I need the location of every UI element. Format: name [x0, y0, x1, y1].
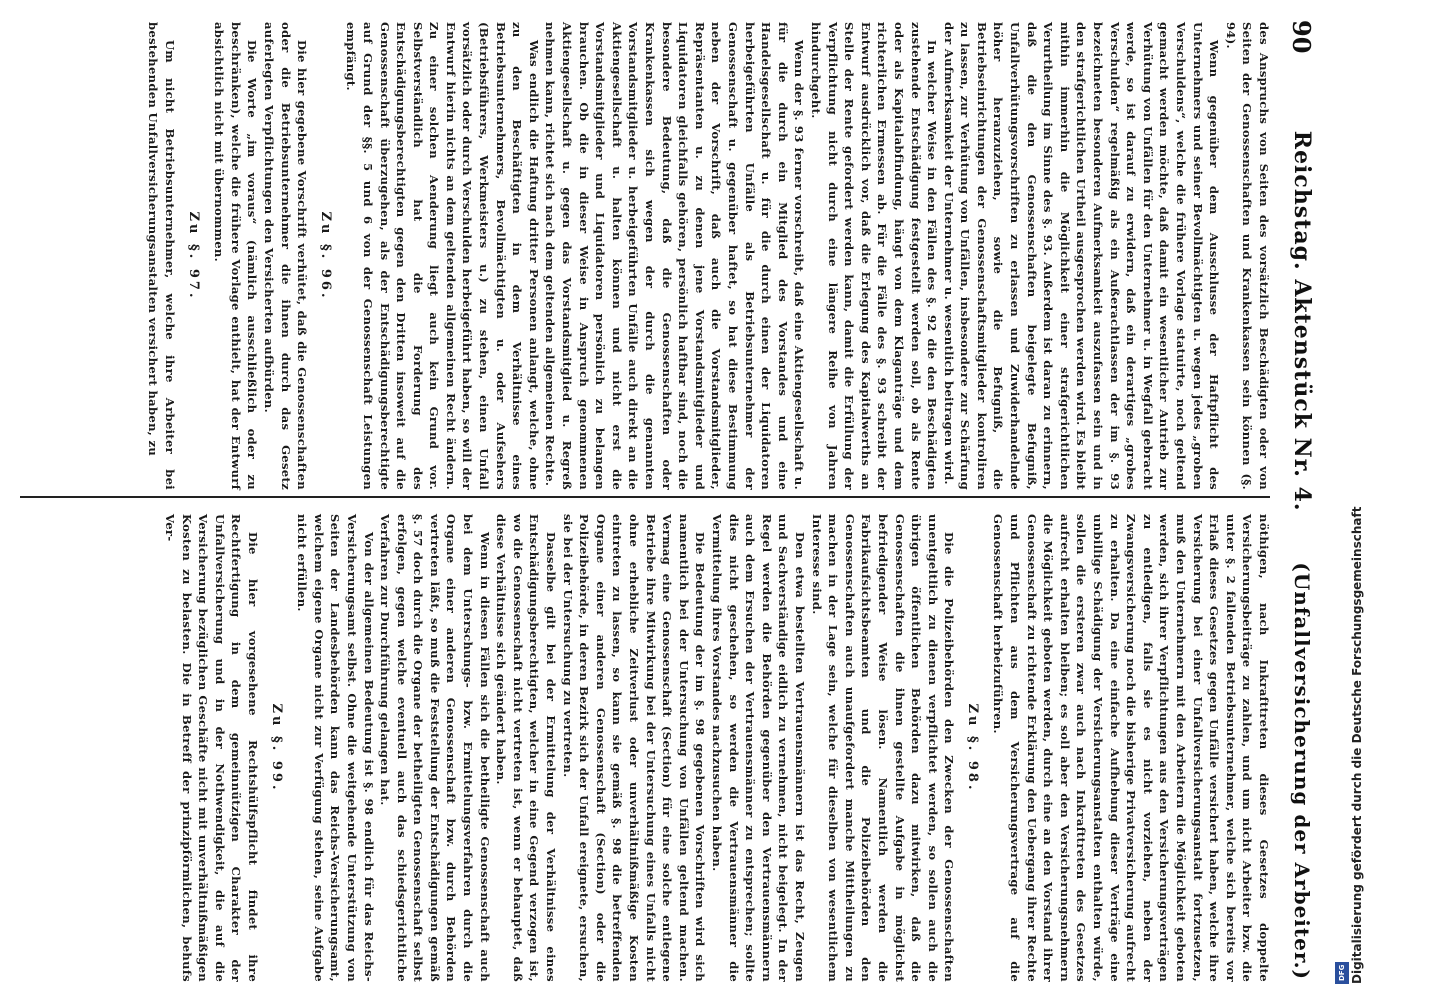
paragraph: nöthigen, nach Inkrafttreten dieses Gesetzes doppelte Versicherungsbeiträge zu zahlen, und um nicht Arbeiter bzw. die unter §. 2 fallenden Betriebsunternehmer, welche sich bereits vor Erlaß dieses Gesetzes gegen Unfälle versichert haben, welche ihre Versicherung bei einer Unfallversicherungsanstalt fortzusetzen, muß den Unternehmern mit den Arbeitern die Möglichkeit geboten werden, sich ihrer Verpflichtungen aus den Versicherungsverträgen zu entledigen, falls sie es nicht vorziehen, neben der Zwangsversicherung noch die bisherige Privatversicherung aufrecht zu erhalten. Da eine einfache Aufhebung dieser Verträge eine unbillige Schädigung der Versicherungsanstalten enthalten würde, sollen die ersteren zwar auch nach Inkrafttreten des Gesetzes aufrecht erhalten bleiben; es soll aber den Versicherungsnehmern die Möglichkeit geboten werden, durch eine an den Vorstand ihrer Genossenschaft zu richtende Erklärung den Uebergang ihrer Rechte und Pflichten aus dem Versicherungsvertrage auf die Genossenschaft herbeizuführen.	[991, 514, 1271, 982]
digitization-note: Digitalisierung gefördert durch die Deutsche Forschungsgemeinschaft	[1350, 506, 1364, 984]
paragraph: Von der allgemeinen Bedeutung ist §. 98 endlich für das Reichs-Versicherungsamt selbst. Ohne die weitgehende Unterstützung von Seiten der Landesbehörden kann das Reichs-Versicherungsamt, welchem eigene Organe nicht zur Verfügung stehen, seine Aufgabe nicht erfüllen.	[295, 514, 376, 982]
column-divider	[20, 496, 1270, 498]
page-number: 90	[1287, 20, 1317, 54]
paragraph: Wenn der §. 93 ferner vorschreibt, daß eine Aktiengesellschaft u. für die durch ein Mitglied des Vorstandes und eine Handelsgesellschaft u. für die durch einen der Liquidatoren herbeigeführten Unfälle als Betriebsunternehmer der Genossenschaft u. gegenüber haftet, so hat diese Bestimmung neben der Vorschrift, daß auch die Vorstandsmitglieder, Repräsentanten u. zu denen jene Vorstandsmitglieder und Liquidatoren gleichfalls gehören, persönlich haftbar sind, noch die besondere Bedeutung, daß die Genossenschaften oder Krankenkassen sich wegen der durch die genannten Vorstandsmitglieder u. herbeigeführten Unfälle auch direkt an die Aktiengesellschaft u. halten können und nicht erst die Vorstandsmitglieder und Liquidatoren persönlich zu belangen brauchen. Ob die in dieser Weise in Anspruch genommenen Aktiengesellschaft u. gegen das Vorstandsmitglied u. Regreß nehmen kann, richtet sich nach dem geltenden allgemeinen Rechte.	[543, 22, 807, 490]
section-heading-98: Zu §. 98.	[964, 703, 980, 793]
paragraph: Die hier vorgesehene Rechtshülfspflicht findet ihre Rechtfertigung in dem gemeinnützigen Charakter der Unfallversicherung und in der Nothwendigkeit, die auf die Versicherung bezüglichen Geschäfte nicht mit unverhältnißmäßigen Kosten zu belasten. Die in Betreff der prinzipförmlichen, behufs Ver-	[163, 514, 260, 982]
paragraph: Wenn gegenüber dem Ausschlusse der Haftpflicht des Unternehmers und seiner Bevollmächtigten u. wegen jedes „groben Verschuldens“, welche die frühere Vorlage statuirte, noch geltend gemacht werden möchte, daß damit ein wesentlicher Antrieb zur Verhütung von Unfällen für den Unternehmer u. in Wegfall gebracht werde, so ist darauf zu erwidern, daß ein derartiges „grobes Verschulden“ regelmäßig als ein Außerachtlassen der im §. 93 bezeichneten besonderen Aufmerksamkeit auszufassen sein und in den strafgerichtlichen Urtheil ausgesprochen werden wird. Es bleibt mithin immerhin die Möglichkeit einer strafgerichtlichen Verurtheilung im Sinne des §. 93. Außerdem ist daran zu erinnern, daß die den Genossenschaften beigelegte Befugniß, Unfallverhütungsvorschriften zu erlassen und Zuwiderhandelnde höher heranzuziehen, sowie die Befugniß, die Betriebseinrichtungen der Genossenschaftsmitglieder kontroliren zu lassen, zur Verhütung von Unfällen, insbesondere zur Schärfung der Aufmerksamkeit der Unternehmer u. wesentlich beitragen wird.	[941, 22, 1222, 490]
left-column	[145, 22, 1272, 490]
paragraph: des Anspruchs von Seiten des vorsätzlich Beschädigten oder von Seiten der Genossenschaften und Krankenkassen sein können (§. 94).	[1223, 22, 1271, 490]
header-subject: (Unfallversicherung der Arbeiter.)	[1290, 562, 1314, 980]
right-column	[161, 514, 1272, 982]
dfg-logo: DFG	[1335, 962, 1349, 984]
section-heading-99: Zu §. 99.	[268, 703, 284, 793]
section-heading-97: Zu §. 97.	[185, 211, 201, 301]
paragraph: Die Worte „im voraus“ (nämlich ausschließlich oder zu beschränken), welche die frühere Vorlage enthielt, hat der Entwurf absichtlich nicht mit übernommen.	[212, 22, 260, 490]
header-title: Reichstag. Aktenstück Nr. 4.	[1289, 130, 1315, 512]
paragraph: In welcher Weise in den Fällen des §. 92 die den Beschädigten zustehende Entschädigung festgestellt werden soll, ob als Rente oder als Kapitalabfindung, hängt von dem Klaganträge und dem richterlichen Ermessen ab. Für die Fälle des §. 93 schreibt der Entwurf ausdrücklich vor, daß die Erlegung des Kapitalwerths an Stelle der Rente gefordert werden kann, damit die Erfüllung der Verpflichtung nicht durch eine längere Reihe von Jahren hindurchgeht.	[808, 22, 940, 490]
running-head	[1282, 20, 1322, 980]
paragraph: Was endlich die Haftung dritter Personen anlangt, welche, ohne zu den Beschäftigten in dem Verhältnisse eines Betriebsunternehmers, Bevollmächtigten u. oder Aufsehers (Betriebsführers, Werkmeisters u.) zu stehen, einen Unfall vorsätzlich oder durch Verschulden herbeigeführt haben, so will der Entwurf hierin nichts an dem geltenden allgemeinen Recht ändern. Zu einer solchen Aenderung liegt auch kein Grund vor. Selbstverständlich hat die Forderung des Entschädigungsberechtigten gegen den Dritten insoweit auf die Genossenschaft überzugehen, als der Entschädigungsberechtigte auf Grund der §§. 5 und 6 von der Genossenschaft Leistungen empfängt.	[344, 22, 541, 490]
section-heading-96: Zu §. 96.	[317, 211, 333, 301]
digitization-strip	[1332, 0, 1432, 1000]
paragraph: Die die Polizeibehörden den Zwecken der Genossenschaften unentgeltlich zu dienen verpflichtet werden, so sollen auch die übrigen öffentlichen Behörden dazu mitwirken, daß die Genossenschaften die ihnen gestellte Aufgabe in möglichst befriedigender Weise lösen. Namentlich werden die Fabrikaufsichtsbeamten und die Polizeibehörden den Genossenschaften auch unaufgefordert manche Mittheilungen zu machen in der Lage sein, welche für dieselben von wesentlichem Interesse sind.	[809, 514, 957, 982]
paragraph: Die hier gegebene Vorschrift verhütet, daß die Genossenschaften oder die Betriebsunternehmer die ihnen durch das Gesetz auferlegten Verpflichtungen den Versicherten aufbürden.	[261, 22, 310, 490]
paragraph: Wenn in diesen Fällen sich die betheiligte Genossenschaft auch bei dem Unterschungs- bzw. Ermittelungsverfahren durch die Organe einer anderen Genossenschaft bzw. durch Behörden vertreten läßt, so muß die Feststellung der Entschädigungen gemäß §. 57 doch durch die Organe der betheiligten Genossenschaft selbst erfolgen, gegen welche eventuell auch das schiedsgerichtliche Verfahren zur Durchführung gelangen hat.	[378, 514, 492, 982]
paragraph: Den etwa bestellten Vertrauensmännern ist das Recht, Zeugen und Sachverständige eidlich zu vernehmen, nicht beigelegt. In der Regel werden die Behörden gegenüber den Vertrauensmännern auch dem Ersuchen der Vertrauensmänner zu entsprechen; sollte dies nicht geschehen, so werden die Vertrauensmänner die Vermittelung ihres Vorstandes nachzusuchen haben.	[710, 514, 807, 982]
paragraph: Die Bedeutung der im §. 98 gegebenen Vorschriften wird sich namentlich bei der Untersuchung von Unfällen geltend machen. Vermag eine Genossenschaft (Section) für eine solche entlegene Betriebe ihre Mitwirkung bei der Untersuchung eines Unfalls nicht ohne erhebliche Zeitverlust oder unverhältnißmäßige Kosten eintreten zu lassen, so kann sie gemäß §. 98 die betreffenden Organe einer anderen Genossenschaft (Section) oder die Polizeibehörde, in deren Bezirk sich der Unfall ereignete, ersuchen, sie bei der Untersuchung zu vertreten.	[560, 514, 708, 982]
paragraph: Um nicht Betriebsunternehmer, welche ihre Arbeiter bei bestehenden Unfallversicherungsanstalten versichert haben, zu	[146, 22, 177, 490]
paragraph: Dasselbe gilt bei der Ermittelung der Verhältnisse eines Entschädigungsberechtigten, welcher in eine Gegend verzogen ist, wo die Genossenschaft nicht vertreten ist, wenn er behauptet, daß diese Verhältnisse sich geändert haben.	[494, 514, 559, 982]
